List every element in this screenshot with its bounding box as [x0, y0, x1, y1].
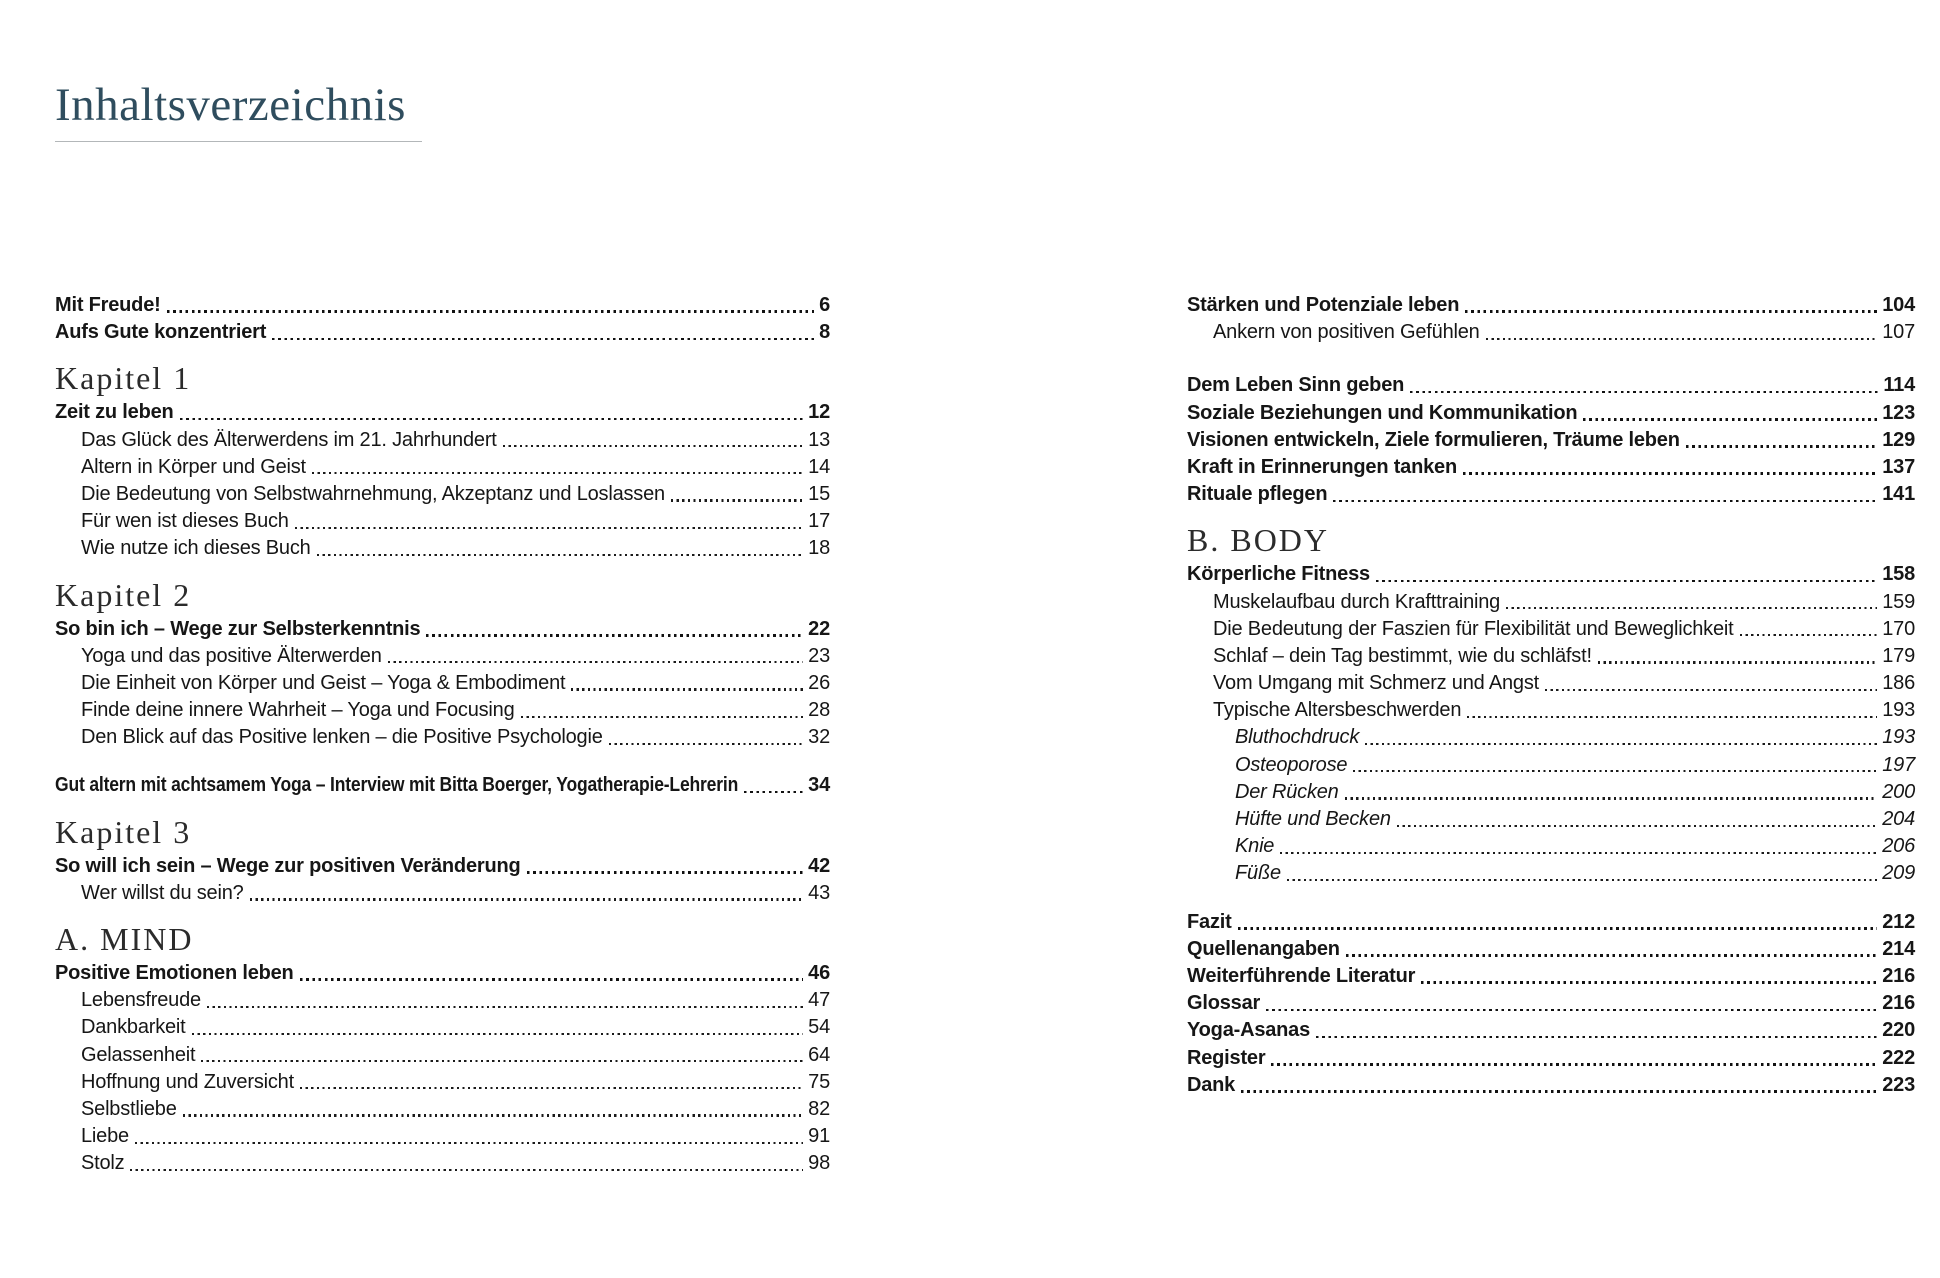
toc-entry-label: Wer willst du sein? [81, 881, 244, 904]
dotted-leader [1686, 445, 1878, 448]
toc-entry-page: 223 [1882, 1073, 1915, 1096]
toc-entry-label: Der Rücken [1235, 780, 1339, 803]
toc-entry-page: 137 [1882, 455, 1915, 478]
toc-entry-label: Bluthochdruck [1235, 726, 1360, 749]
section-heading: Kapitel 1 [55, 360, 192, 397]
toc-entry [55, 454, 830, 481]
toc-entry [1187, 909, 1915, 936]
toc-entry-label: Das Glück des Älterwerdens im 21. Jahrhundert [81, 428, 497, 451]
toc-entry-page: 91 [808, 1125, 830, 1148]
toc-entry-page: 209 [1882, 862, 1915, 885]
toc-entry-label: So will ich sein – Wege zur positiven Veränderung [55, 854, 521, 877]
toc-entry [55, 772, 830, 799]
toc-entry [1187, 561, 1915, 588]
toc-entry [55, 508, 830, 535]
toc-entry [1187, 400, 1915, 427]
dotted-leader [272, 338, 814, 341]
toc-entry-page: 197 [1882, 753, 1915, 776]
toc-entry [1187, 1017, 1915, 1044]
toc-entry-label: Die Bedeutung der Faszien für Flexibilität und Beweglichkeit [1213, 617, 1734, 640]
toc-entry-page: 170 [1882, 617, 1915, 640]
toc-entry-label: Yoga und das positive Älterwerden [81, 644, 382, 667]
dotted-leader [300, 978, 804, 981]
toc-entry-label: Schlaf – dein Tag bestimmt, wie du schläfst! [1213, 644, 1592, 667]
toc-entry-page: 159 [1882, 590, 1915, 613]
dotted-leader [1241, 1090, 1877, 1093]
toc-entry [1187, 292, 1915, 319]
toc-entry [55, 1150, 830, 1177]
toc-entry-label: Wie nutze ich dieses Buch [81, 537, 311, 560]
toc-entry-page: 193 [1882, 699, 1915, 722]
toc-entry-label: Körperliche Fitness [1187, 563, 1370, 586]
toc-entry-page: 204 [1882, 808, 1915, 830]
toc-entry-label: Quellenangaben [1187, 937, 1340, 960]
section-heading: Kapitel 2 [55, 576, 192, 613]
dotted-leader [1316, 1036, 1877, 1039]
toc-entry [55, 643, 830, 670]
toc-entry-label: Für wen ist dieses Buch [81, 510, 289, 533]
toc-entry [55, 535, 830, 562]
toc-entry [1187, 990, 1915, 1017]
toc-entry [1187, 936, 1915, 963]
dotted-leader [317, 554, 804, 556]
toc-entry [1187, 319, 1915, 346]
toc-entry-label: Stärken und Potenziale leben [1187, 294, 1460, 316]
dotted-leader [1486, 338, 1878, 340]
toc-entry [55, 616, 830, 643]
toc-entry-label: Osteoporose [1235, 753, 1348, 776]
dotted-leader [571, 688, 803, 690]
toc-entry [55, 724, 830, 751]
toc-entry [55, 319, 830, 346]
dotted-leader [1463, 472, 1877, 475]
dotted-leader [1465, 310, 1877, 313]
dotted-leader [1280, 852, 1877, 854]
toc-entry-page: 43 [808, 881, 830, 904]
dotted-leader [300, 1087, 803, 1089]
toc-entry [1187, 616, 1915, 643]
page-header [55, 80, 422, 142]
toc-entry-page: 6 [819, 294, 830, 316]
toc-entry-label: Den Blick auf das Positive lenken – die Positive Psychologie [81, 726, 603, 749]
dotted-leader [1506, 607, 1877, 609]
dotted-leader [1583, 418, 1877, 421]
toc-entry-label: Füße [1235, 862, 1281, 885]
dotted-leader [1421, 981, 1877, 984]
toc-entry-label: Zeit zu leben [55, 401, 174, 424]
toc-entry-page: 129 [1882, 428, 1915, 451]
toc-entry-page: 114 [1883, 374, 1915, 397]
toc-entry [55, 987, 830, 1014]
dotted-leader [250, 898, 804, 900]
toc-entry-page: 200 [1882, 780, 1915, 803]
toc-entry-label: Hüfte und Becken [1235, 808, 1391, 830]
toc-entry [55, 1014, 830, 1041]
toc-entry [1187, 481, 1915, 508]
toc-entry [1187, 670, 1915, 697]
toc-entry [55, 960, 830, 987]
dotted-leader [1345, 797, 1878, 799]
dotted-leader [201, 1060, 803, 1062]
toc-entry-label: Ankern von positiven Gefühlen [1213, 321, 1480, 344]
toc-entry-page: 64 [808, 1043, 830, 1066]
toc-entry-label: Stolz [81, 1152, 125, 1175]
dotted-leader [1376, 580, 1877, 583]
toc-entry-page: 46 [808, 962, 830, 984]
toc-entry [55, 1123, 830, 1150]
toc-entry-label: Die Einheit von Körper und Geist – Yoga & Embodiment [81, 671, 566, 694]
dotted-leader [1346, 954, 1877, 957]
toc-entry-label: Register [1187, 1046, 1266, 1069]
dotted-leader [1266, 1009, 1877, 1012]
toc-entry-page: 216 [1882, 992, 1915, 1015]
toc-entry-page: 42 [808, 854, 830, 877]
toc-entry-label: Liebe [81, 1125, 129, 1148]
toc-entry-page: 216 [1882, 964, 1915, 987]
toc-entry [1187, 963, 1915, 990]
toc-entry-page: 179 [1882, 644, 1915, 667]
toc-entry [1187, 643, 1915, 670]
page-title: Inhaltsverzeichnis [55, 80, 422, 142]
dotted-leader [1365, 743, 1877, 745]
dotted-leader [503, 445, 804, 447]
dotted-leader [180, 418, 804, 421]
toc-entry-label: Dem Leben Sinn geben [1187, 374, 1405, 397]
toc-entry-label: Visionen entwickeln, Ziele formulieren, Träume leben [1187, 428, 1680, 451]
toc-entry [1187, 779, 1915, 806]
toc-entry-label: Fazit [1187, 910, 1232, 933]
toc-entry-label: Typische Altersbeschwerden [1213, 699, 1462, 722]
dotted-leader [609, 743, 804, 745]
toc-entry [55, 853, 830, 880]
dotted-leader [426, 634, 803, 637]
toc-entry [55, 880, 830, 907]
toc-entry [55, 1069, 830, 1096]
toc-entry-page: 104 [1882, 294, 1915, 316]
toc-entry-label: Glossar [1187, 992, 1261, 1015]
dotted-leader [1287, 879, 1877, 881]
toc-entry [1187, 697, 1915, 724]
dotted-leader [1467, 716, 1877, 718]
toc-entry-label: So bin ich – Wege zur Selbsterkenntnis [55, 617, 421, 640]
toc-entry-label: Muskelaufbau durch Krafttraining [1213, 590, 1501, 613]
toc-entry-label: Vom Umgang mit Schmerz und Angst [1213, 672, 1539, 695]
toc-entry-page: 98 [808, 1152, 830, 1175]
toc-entry-label: Selbstliebe [81, 1097, 177, 1120]
toc-entry-page: 214 [1882, 937, 1915, 960]
toc-entry-label: Kraft in Erinnerungen tanken [1187, 455, 1457, 478]
toc-entry [55, 292, 830, 319]
toc-entry-label: Aufs Gute konzentriert [55, 321, 267, 344]
toc-entry [55, 1096, 830, 1123]
toc-entry-page: 141 [1882, 483, 1915, 506]
toc-entry-label: Finde deine innere Wahrheit – Yoga und Focusing [81, 699, 515, 722]
dotted-leader [1397, 825, 1877, 827]
toc-entry-page: 34 [808, 774, 830, 797]
toc-entry-label: Rituale pflegen [1187, 483, 1328, 506]
toc-entry [1187, 1072, 1915, 1099]
toc-entry-page: 54 [808, 1016, 830, 1039]
toc-entry [1187, 372, 1915, 399]
dotted-leader [671, 499, 803, 501]
dotted-leader [183, 1114, 803, 1116]
toc-entry-page: 17 [808, 510, 830, 533]
dotted-leader [744, 791, 803, 794]
toc-entry [55, 1042, 830, 1069]
toc-entry-page: 26 [808, 671, 830, 694]
dotted-leader [1333, 500, 1877, 503]
toc-entry-page: 28 [808, 699, 830, 722]
toc-entry-page: 47 [808, 989, 830, 1012]
toc-entry [55, 399, 830, 426]
toc-entry-label: Dank [1187, 1073, 1236, 1096]
toc-entry [1187, 752, 1915, 779]
toc-entry [1187, 454, 1915, 481]
toc-entry-page: 22 [808, 617, 830, 640]
toc-entry-page: 158 [1882, 563, 1915, 586]
section-heading: A. MIND [55, 921, 194, 957]
toc-entry-page: 206 [1882, 835, 1915, 858]
toc-entry-label: Altern in Körper und Geist [81, 455, 306, 478]
dotted-leader [1740, 634, 1878, 636]
dotted-leader [1598, 661, 1877, 663]
toc-entry-label: Dankbarkeit [81, 1016, 186, 1039]
toc-entry-page: 222 [1882, 1046, 1915, 1069]
toc-entry [55, 427, 830, 454]
toc-entry-label: Weiterführende Literatur [1187, 964, 1416, 987]
toc-entry [55, 481, 830, 508]
dotted-leader [192, 1033, 804, 1035]
dotted-leader [527, 871, 804, 874]
toc-entry-label: Soziale Beziehungen und Kommunikation [1187, 401, 1578, 424]
toc-entry-page: 32 [808, 726, 830, 749]
dotted-leader [135, 1142, 803, 1144]
toc-entry-label: Yoga-Asanas [1187, 1019, 1311, 1042]
toc-entry-label: Mit Freude! [55, 294, 161, 316]
toc-entry-page: 107 [1882, 321, 1915, 344]
toc-entry-page: 82 [808, 1097, 830, 1120]
toc-entry-label: Gelassenheit [81, 1043, 196, 1066]
toc-entry-page: 13 [808, 428, 830, 451]
toc-entry [1187, 860, 1915, 887]
toc-entry-page: 123 [1882, 401, 1915, 424]
toc-entry-page: 14 [808, 455, 830, 478]
toc-entry [1187, 427, 1915, 454]
toc-entry [1187, 1045, 1915, 1072]
toc-entry-page: 75 [808, 1070, 830, 1093]
dotted-leader [1271, 1063, 1877, 1066]
toc-entry-page: 186 [1882, 672, 1915, 695]
toc-entry-page: 12 [808, 401, 830, 424]
toc-entry [1187, 724, 1915, 751]
toc-entry-page: 15 [808, 482, 830, 505]
toc-entry [55, 670, 830, 697]
dotted-leader [521, 716, 804, 718]
toc-entry-page: 23 [808, 644, 830, 667]
dotted-leader [1238, 927, 1878, 930]
section-heading: Kapitel 3 [55, 813, 192, 850]
toc-entry [1187, 589, 1915, 616]
dotted-leader [295, 527, 803, 529]
toc-entry-label: Die Bedeutung von Selbstwahrnehmung, Akzeptanz und Loslassen [81, 482, 665, 505]
dotted-leader [1410, 391, 1878, 394]
toc-entry [55, 697, 830, 724]
dotted-leader [1545, 689, 1877, 691]
dotted-leader [130, 1169, 803, 1171]
toc-entry-page: 8 [819, 321, 830, 344]
section-heading: B. BODY [1187, 522, 1330, 559]
toc-entry-page: 193 [1882, 726, 1915, 749]
dotted-leader [1353, 770, 1877, 772]
toc-entry-label: Hoffnung und Zuversicht [81, 1070, 294, 1093]
toc-entry-label: Knie [1235, 835, 1275, 858]
dotted-leader [388, 661, 803, 663]
toc-entry [1187, 806, 1915, 833]
toc-entry-label: Positive Emotionen leben [55, 962, 294, 984]
dotted-leader [167, 310, 814, 313]
toc-column-left [55, 292, 830, 1178]
dotted-leader [312, 472, 803, 474]
toc-entry-page: 18 [808, 537, 830, 560]
toc-entry-label: Lebensfreude [81, 989, 201, 1012]
toc-entry [1187, 833, 1915, 860]
toc-column-right [1187, 292, 1915, 1099]
toc-entry-label: Gut altern mit achtsamem Yoga – Interview mit Bitta Boerger, Yogatherapie-Lehrerin [55, 774, 739, 797]
toc-entry-page: 220 [1882, 1019, 1915, 1042]
toc-entry-page: 212 [1882, 910, 1915, 933]
dotted-leader [207, 1006, 803, 1008]
